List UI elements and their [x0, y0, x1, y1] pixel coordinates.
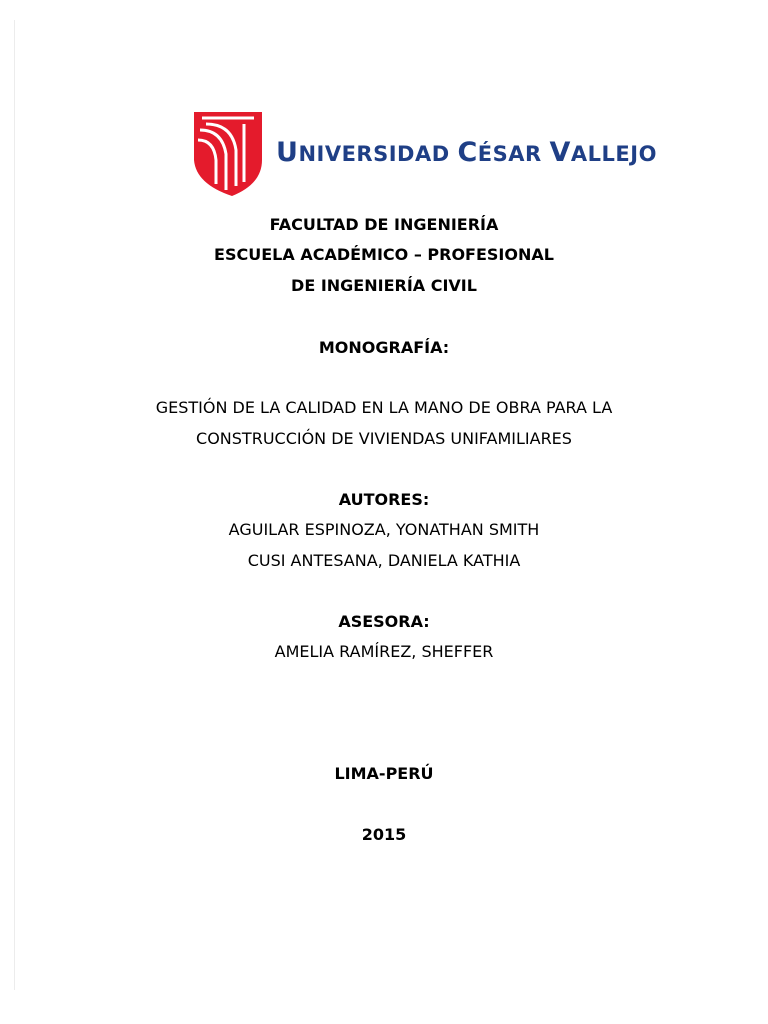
- author-name-1: AGUILAR ESPINOZA, YONATHAN SMITH: [228, 520, 540, 539]
- faculty-line-3: DE INGENIERÍA CIVIL: [291, 276, 477, 295]
- faculty-line-2: ESCUELA ACADÉMICO – PROFESIONAL: [214, 245, 554, 264]
- year: 2015: [361, 825, 407, 844]
- university-shield-icon: [192, 110, 264, 198]
- document-type-heading: MONOGRAFÍA:: [318, 338, 450, 357]
- advisor-name: AMELIA RAMÍREZ, SHEFFER: [274, 642, 494, 661]
- title-line-1: GESTIÓN DE LA CALIDAD EN LA MANO DE OBRA PARA LA: [155, 398, 613, 417]
- location: LIMA-PERÚ: [334, 764, 434, 783]
- university-logo: [192, 110, 657, 198]
- faculty-line-1: FACULTAD DE INGENIERÍA: [269, 215, 499, 234]
- advisor-heading: ASESORA:: [338, 612, 430, 631]
- authors-heading: AUTORES:: [338, 490, 430, 509]
- title-line-2: CONSTRUCCIÓN DE VIVIENDAS UNIFAMILIARES: [196, 429, 572, 448]
- university-name: UNIVERSIDAD CÉSAR VALLEJO: [276, 137, 657, 168]
- author-name-2: CUSI ANTESANA, DANIELA KATHIA: [247, 551, 521, 570]
